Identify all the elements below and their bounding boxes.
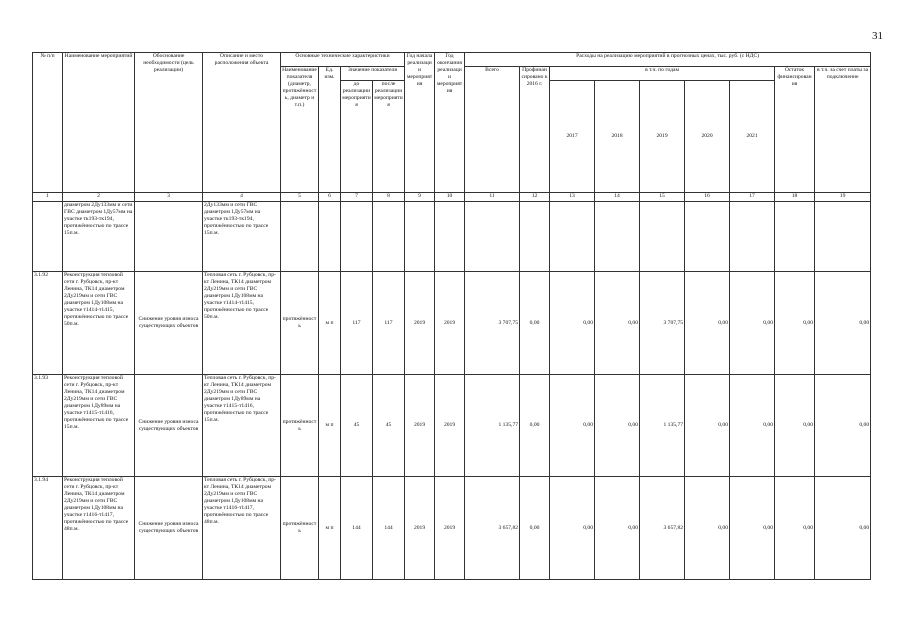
header-unit: Ед. изм. [319, 67, 341, 193]
row-2018: 0,00 [595, 272, 640, 375]
row-description: 2Ду133мм и сети ГВС диаметром 1Ду57мм на участке тк193-тк194, протяжённостью по трассе 15п.м. [203, 202, 281, 272]
col-num: 3 [135, 193, 203, 202]
row-year-start: 2019 [405, 272, 435, 375]
row-2021: 0,00 [730, 375, 775, 477]
row-year-start: 2019 [405, 477, 435, 580]
col-num: 16 [685, 193, 730, 202]
row-justification: Снижение уровня износа существующих объектов [135, 375, 203, 477]
header-2020: 2020 [685, 81, 730, 193]
header-num: № п/п [33, 53, 63, 193]
header-tech-group: Основные технические характеристики [281, 53, 405, 67]
col-num: 12 [520, 193, 550, 202]
row-total: 3 657,82 [465, 477, 520, 580]
row-before: 45 [341, 375, 373, 477]
row-incl: 0,00 [815, 375, 871, 477]
row-name: Реконструкция тепловой сети г. Рубцовск, пр-кт Ленина, ТК14 диаметром 2Ду219мм и сети ГВС диаметром 1Ду108мм на участке т1416-т1417, протяжённостью по трассе 48п.м. [63, 477, 135, 580]
row-total: 1 135,77 [465, 375, 520, 477]
header-remaining: Остаток финансирования [775, 67, 815, 193]
header-name: Наименование мероприятий [63, 53, 135, 193]
row-description: Тепловая сеть г. Рубцовск, пр-кт Ленина, ТК14 диаметром 2Ду219мм и сети ГВС диаметром 1Ду89мм на участке т1415-т1416, протяжённостью по трассе 15п.м. [203, 375, 281, 477]
row-after: 117 [373, 272, 405, 375]
row-num: 3.1.93 [33, 375, 63, 477]
col-num: 14 [595, 193, 640, 202]
row-2020: 0,00 [685, 375, 730, 477]
row-num: 3.1.94 [33, 477, 63, 580]
header-justification: Обоснование необходимости (цель реализации) [135, 53, 203, 193]
row-name: Реконструкция тепловой сети г. Рубцовск, пр-кт Ленина, ТК14 диаметром 2Ду219мм и сети ГВС диаметром 1Ду89мм на участке т1415-т1416, протяжённостью по трассе 15п.м. [63, 375, 135, 477]
row-after: 45 [373, 375, 405, 477]
col-num: 13 [550, 193, 595, 202]
row-remaining: 0,00 [775, 477, 815, 580]
row-2021: 0,00 [730, 477, 775, 580]
col-num: 7 [341, 193, 373, 202]
header-tech-name: Наименование показателя (диаметр, протяжённость, диаметр и т.п.) [281, 67, 319, 193]
row-description: Тепловая сеть г. Рубцовск, пр-кт Ленина, ТК14 диаметром 2Ду219мм и сети ГВС диаметром 1Ду108мм на участке т1414-т1415, протяжённостью по трассе 50п.м. [203, 272, 281, 375]
header-year-end: Год окончания реализации мероприятия [435, 53, 465, 193]
col-num: 1 [33, 193, 63, 202]
row-2019: 1 135,77 [640, 375, 685, 477]
table-row [33, 375, 871, 477]
row-unit: м п [319, 375, 341, 477]
col-num: 11 [465, 193, 520, 202]
row-year-end: 2019 [435, 477, 465, 580]
col-num: 5 [281, 193, 319, 202]
row-year-start: 2019 [405, 375, 435, 477]
col-num: 15 [640, 193, 685, 202]
header-description: Описание и место расположения объекта [203, 53, 281, 193]
header-2019: 2019 [640, 81, 685, 193]
header-before: до реализации мероприятия [341, 81, 373, 193]
row-num: 3.1.92 [33, 272, 63, 375]
row-2021: 0,00 [730, 272, 775, 375]
row-2018: 0,00 [595, 477, 640, 580]
row-after: 144 [373, 477, 405, 580]
row-description: Тепловая сеть г. Рубцовск, пр-кт Ленина, ТК14 диаметром 2Ду219мм и сети ГВС диаметром 1Ду108мм на участке т1416-т1417, протяжённостью по трассе 48п.м. [203, 477, 281, 580]
row-incl: 0,00 [815, 272, 871, 375]
row-2017: 0,00 [550, 375, 595, 477]
row-justification: Снижение уровня износа существующих объектов [135, 272, 203, 375]
row-tech-name: протяжённость [281, 272, 319, 375]
col-num: 6 [319, 193, 341, 202]
row-incl: 0,00 [815, 477, 871, 580]
col-num: 8 [373, 193, 405, 202]
column-numbers-row [33, 193, 871, 202]
header-incl-connection: в т.ч. за счет платы за подключение [815, 67, 871, 193]
row-total: 3 707,75 [465, 272, 520, 375]
header-financed: Профинансировано к 2016 г. [520, 67, 550, 193]
header-2021: 2021 [730, 81, 775, 193]
row-financed: 0,00 [520, 375, 550, 477]
header-2018: 2018 [595, 81, 640, 193]
col-num: 4 [203, 193, 281, 202]
header-costs-group: Расходы на реализацию мероприятий в прогнозных ценах, тыс. руб. (с НДС) [465, 53, 871, 67]
table-row [33, 477, 871, 580]
col-num: 9 [405, 193, 435, 202]
col-num: 10 [435, 193, 465, 202]
row-unit: м п [319, 272, 341, 375]
row-before: 117 [341, 272, 373, 375]
row-financed: 0,00 [520, 477, 550, 580]
header-total: Всего [465, 67, 520, 193]
row-remaining: 0,00 [775, 375, 815, 477]
row-remaining: 0,00 [775, 272, 815, 375]
row-unit: м п [319, 477, 341, 580]
row-name: диаметром 2Ду133мм и сети ГВС диаметром 1Ду57мм на участке тк193-тк194, протяжённостью по трассе 15п.м. [63, 202, 135, 272]
row-financed: 0,00 [520, 272, 550, 375]
row-2020: 0,00 [685, 477, 730, 580]
row-name: Реконструкция тепловой сети г. Рубцовск, пр-кт Ленина, ТК14 диаметром 2Ду219мм и сети ГВС диаметром 1Ду108мм на участке т1414-т1415, протяжённостью по трассе 50п.м. [63, 272, 135, 375]
page-number: 31 [872, 30, 883, 42]
row-2018: 0,00 [595, 375, 640, 477]
header-after: после реализации мероприятия [373, 81, 405, 193]
row-2019: 3 657,82 [640, 477, 685, 580]
col-num: 17 [730, 193, 775, 202]
table-row-continuation [33, 202, 871, 272]
col-num: 18 [775, 193, 815, 202]
investment-table [32, 52, 871, 580]
row-2017: 0,00 [550, 272, 595, 375]
row-year-end: 2019 [435, 272, 465, 375]
col-num: 2 [63, 193, 135, 202]
row-2017: 0,00 [550, 477, 595, 580]
row-tech-name: протяжённость [281, 477, 319, 580]
table-row [33, 272, 871, 375]
header-year-start: Год начала реализации мероприятия [405, 53, 435, 193]
row-year-end: 2019 [435, 375, 465, 477]
row-tech-name: протяжённость [281, 375, 319, 477]
header-by-years: в т.ч. по годам [550, 67, 775, 81]
header-2017: 2017 [550, 81, 595, 193]
header-value-group: Значение показателя [341, 67, 405, 81]
row-justification: Снижение уровня износа существующих объектов [135, 477, 203, 580]
row-2020: 0,00 [685, 272, 730, 375]
row-2019: 3 707,75 [640, 272, 685, 375]
row-before: 144 [341, 477, 373, 580]
col-num: 19 [815, 193, 871, 202]
